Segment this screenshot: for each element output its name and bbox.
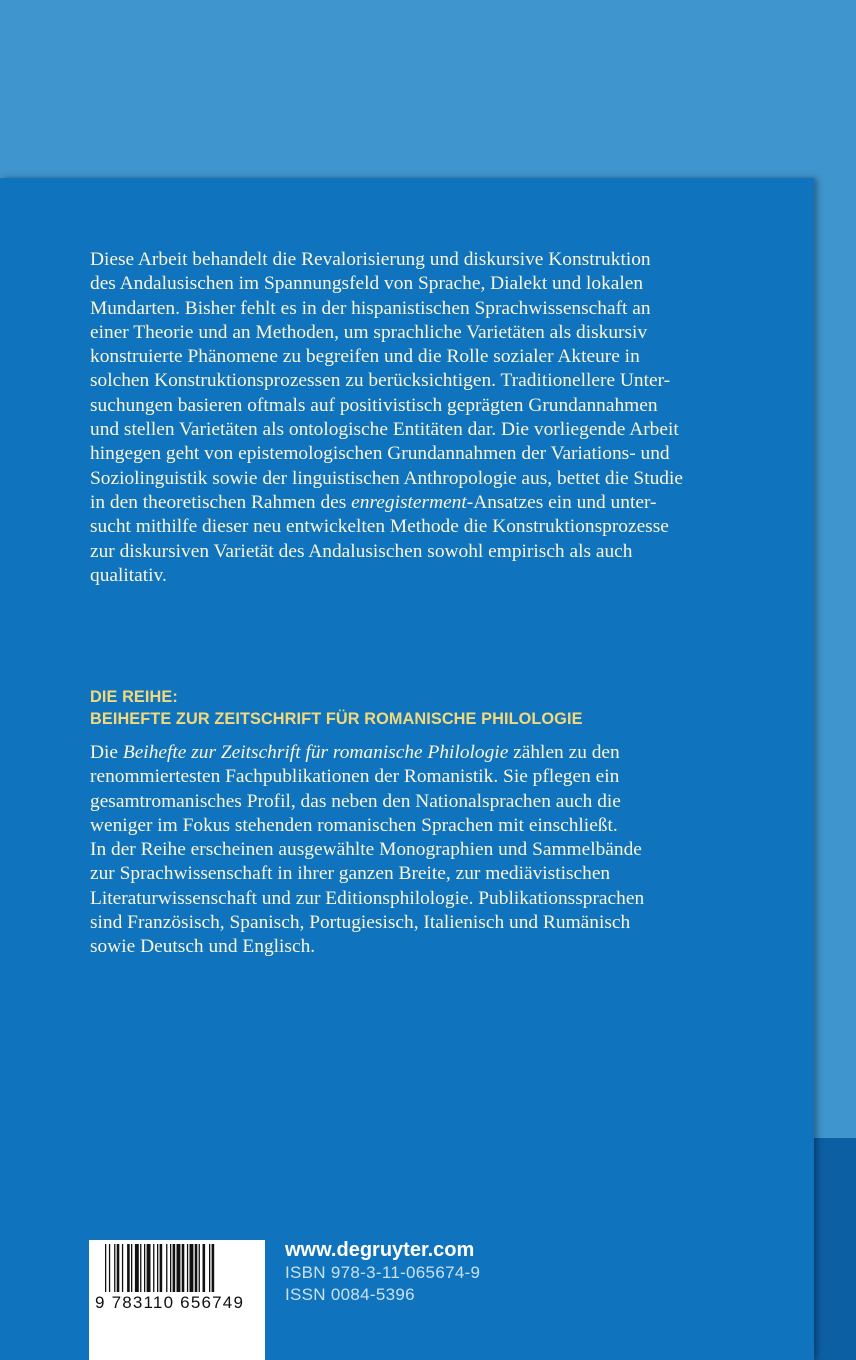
abstract-line-text: in den theoretischen Rahmen des [90,491,352,513]
barcode-bar [160,1244,163,1292]
series-line: weniger im Fokus stehenden romanischen Sprachen mit einschließt. [90,814,618,836]
series-heading-label: DIE REIHE: [90,688,178,706]
barcode-bar [166,1244,167,1292]
isbn-barcode [89,1240,265,1360]
barcode-bar [117,1244,120,1292]
abstract-text [90,248,740,588]
abstract-line: konstruierte Phänomene zu begreifen und die Rolle sozialer Akteure in [90,346,640,368]
barcode-bar [190,1244,194,1292]
barcode-bar [140,1244,141,1292]
barcode-bar [122,1244,123,1292]
barcode-bar [173,1244,176,1292]
cover-edge-shadow [812,1138,856,1360]
series-title-italic: Beihefte zur Zeitschrift für romanische Philologie [122,742,509,763]
barcode-bar [114,1244,115,1292]
series-line: sind Französisch, Spanisch, Portugiesisch, Italienisch und Rumänisch [90,912,631,934]
abstract-line: und stellen Varietäten als ontologische Entitäten dar. Die vorliegende Arbeit [90,419,679,441]
series-description [90,741,740,960]
barcode-bar [195,1244,198,1292]
barcode-bar [135,1244,139,1292]
issn-number: ISSN 0084-5396 [285,1285,415,1304]
series-line: renommiertesten Fachpublikationen der Romanistik. Sie pflegen ein [90,766,620,788]
barcode-bar [147,1244,151,1292]
series-heading-title: BEIHEFTE ZUR ZEITSCHRIFT FÜR ROMANISCHE PHILOLOGIE [90,710,583,728]
isbn-number: ISBN 978-3-11-065674-9 [285,1263,481,1282]
series-line: gesamtromanisches Profil, das neben den Nationalsprachen auch die [90,790,621,812]
abstract-line-text: -Ansatzes ein und unter- [466,491,657,513]
abstract-line: zur diskursiven Varietät des Andalusischen sowohl empirisch als auch [90,540,633,562]
barcode-bar [182,1244,185,1292]
abstract-line: Soziolinguistik sowie der linguistischen Anthropologie aus, bettet die Studie [90,467,683,489]
barcode-bar [170,1244,171,1292]
barcode-bar [177,1244,181,1292]
barcode-bar [109,1244,110,1292]
abstract-line: suchungen basieren oftmals auf positivistisch geprägten Grundannahmen [90,394,658,416]
abstract-line [90,491,740,515]
barcode-bar [131,1244,132,1292]
barcode-digits: 9 783110 656749 [95,1293,245,1312]
series-line: In der Reihe erscheinen ausgewählte Monographien und Sammelbände [90,839,642,861]
abstract-line: solchen Konstruktionsprozessen zu berücksichtigen. Traditionellere Unter- [90,370,671,392]
publisher-url[interactable]: www.degruyter.com [285,1239,475,1261]
publisher-info [285,1238,480,1306]
barcode-bar [153,1244,154,1292]
series-heading [90,686,770,730]
abstract-line: Mundarten. Bisher fehlt es in der hispanistischen Sprachwissenschaft an [90,297,651,319]
abstract-line: einer Theorie und an Methoden, um sprachliche Varietäten als diskursiv [90,321,648,343]
barcode-bar [127,1244,130,1292]
barcode-bar [187,1244,188,1292]
series-line: sowie Deutsch und Englisch. [90,936,316,958]
abstract-line: sucht mithilfe dieser neu entwickelten Methode die Konstruktionsprozesse [90,516,669,538]
abstract-line: qualitativ. [90,564,167,586]
barcode-bar [212,1244,215,1292]
barcode-bars [89,1240,265,1294]
barcode-bar [144,1244,145,1292]
barcode-bar [199,1244,200,1292]
abstract-line: Diese Arbeit behandelt die Revalorisierung und diskursive Konstruktion [90,249,651,270]
barcode-bar [105,1244,106,1292]
barcode-bar [209,1244,210,1292]
abstract-line: hingegen geht von epistemologischen Grundannahmen der Variations- und [90,443,670,465]
series-line [90,741,740,765]
abstract-line: des Andalusischen im Spannungsfeld von Sprache, Dialekt und lokalen [90,273,644,295]
series-line-text: zählen zu den [508,742,620,763]
barcode-bar [203,1244,206,1292]
barcode-bar [157,1244,158,1292]
enregisterment-term: enregisterment [351,491,467,513]
series-line: Literaturwissenschaft und zur Editionsphilologie. Publikationssprachen [90,887,645,909]
series-line-text: Die [90,742,123,763]
series-line: zur Sprachwissenschaft in ihrer ganzen Breite, zur mediävistischen [90,863,611,885]
